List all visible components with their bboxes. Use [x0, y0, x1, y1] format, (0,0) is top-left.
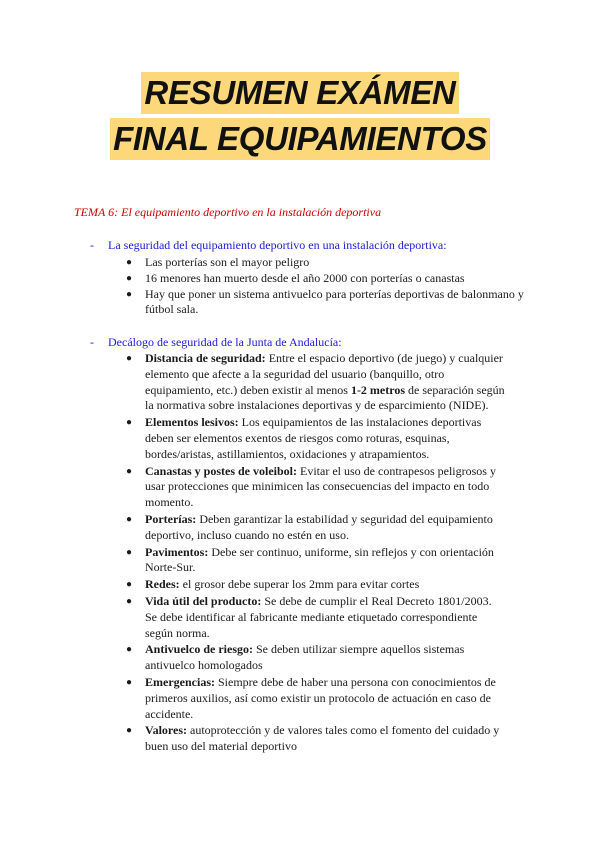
section-decalogue [0, 335, 600, 756]
item-term: Elementos lesivos: [145, 415, 239, 430]
list-item [0, 675, 505, 722]
list-item [0, 577, 505, 593]
list-item [0, 287, 530, 319]
list-item-text: Las porterías son el mayor peligro [145, 255, 310, 269]
bullet-list [0, 351, 600, 755]
item-term: Antivuelco de riesgo: [145, 642, 253, 657]
list-item [0, 642, 505, 674]
list-item [0, 351, 505, 414]
bullet-icon: ● [126, 725, 133, 737]
bullet-icon: ● [126, 257, 133, 268]
list-item [0, 271, 530, 287]
bullet-icon: ● [126, 353, 133, 364]
section-heading-text: La seguridad del equipamiento deportivo en una instalación deportiva: [108, 238, 447, 252]
item-text: Deben garantizar la estabilidad y seguridad del equipamiento deportivo, incluso cuando no estén en uso. [145, 511, 493, 542]
list-item [0, 545, 505, 577]
bullet-icon: ● [126, 579, 133, 591]
bullet-icon: ● [126, 417, 133, 429]
list-item [0, 255, 530, 271]
item-term: Canastas y postes de voleibol: [145, 463, 298, 478]
item-term: Distancia de seguridad: [145, 351, 266, 365]
bullet-icon: ● [126, 513, 133, 525]
item-text: Evitar el uso de contrapesos peligrosos y usar protecciones que minimicen las consecuencias del impacto en todo momento. [145, 463, 496, 510]
list-item [0, 512, 505, 544]
section-safety [0, 238, 600, 318]
dash-marker: - [90, 335, 94, 349]
bullet-icon: ● [126, 595, 133, 607]
title-block [0, 72, 600, 160]
bullet-icon: ● [126, 676, 133, 688]
title-line-1: RESUMEN EXÁMEN [141, 72, 458, 114]
list-item [0, 464, 505, 511]
item-text: autoprotección y de valores tales como el fomento del cuidado y buen uso del material deportivo [145, 723, 500, 754]
bullet-icon: ● [126, 288, 133, 300]
list-item [0, 594, 505, 641]
section-heading-text: Decálogo de seguridad de la Junta de Andalucía: [108, 335, 342, 349]
bullet-icon: ● [126, 644, 133, 656]
item-text: Se debe de cumplir el Real Decreto 1801/2003. Se debe identificar al fabricante mediante etiquetado correspondiente según norma. [145, 593, 492, 640]
list-item-text: Hay que poner un sistema antivuelco para porterías deportivas de balonmano y fútbol sala. [145, 286, 524, 317]
dash-marker: - [90, 238, 94, 252]
section-heading [0, 238, 600, 253]
item-text: el grosor debe superar los 2mm para evitar cortes [179, 577, 420, 592]
bullet-icon: ● [126, 272, 133, 284]
item-text: Los equipamientos de las instalaciones deportivas deben ser elementos exentos de riesgos como roturas, esquinas, bordes/aristas, astillamientos, oxidaciones y atrapamientos. [145, 415, 482, 461]
title-line-2: FINAL EQUIPAMIENTOS [110, 118, 490, 160]
item-text: Entre el espacio deportivo (de juego) y cualquier elemento que afecte a la seguridad del usuario (banquillo, otro equipamiento, etc.) deben existir al menos [145, 351, 503, 397]
item-term: Emergencias: [145, 674, 215, 689]
bullet-list [0, 255, 600, 318]
item-term: Valores: [145, 723, 187, 738]
list-item [0, 415, 505, 462]
item-term: Pavimentos: [145, 544, 209, 559]
list-item [0, 723, 505, 755]
bullet-icon: ● [126, 546, 133, 558]
item-term: Porterías: [145, 511, 197, 526]
section-heading [0, 335, 600, 350]
item-text: Siempre debe de haber una persona con conocimientos de primeros auxilios, así como existir un protocolo de actuación en caso de accidente. [145, 674, 496, 721]
list-item-text: 16 menores han muerto desde el año 2000 con porterías o canastas [145, 270, 465, 285]
item-text: Se deben utilizar siempre aquellos sistemas antivuelco homologados [145, 642, 465, 673]
bullet-icon: ● [126, 465, 133, 477]
item-text: de separación según la normativa sobre instalaciones deportivas y de esparcimiento (NIDE). [145, 382, 505, 413]
topic-heading: TEMA 6: El equipamiento deportivo en la instalación deportiva [74, 205, 382, 219]
item-term: Vida útil del producto: [145, 593, 262, 608]
item-term: Redes: [145, 577, 180, 592]
item-emphasis: 1-2 metros [350, 382, 406, 397]
item-text: Debe ser continuo, uniforme, sin reflejos y con orientación Norte-Sur. [145, 544, 494, 575]
